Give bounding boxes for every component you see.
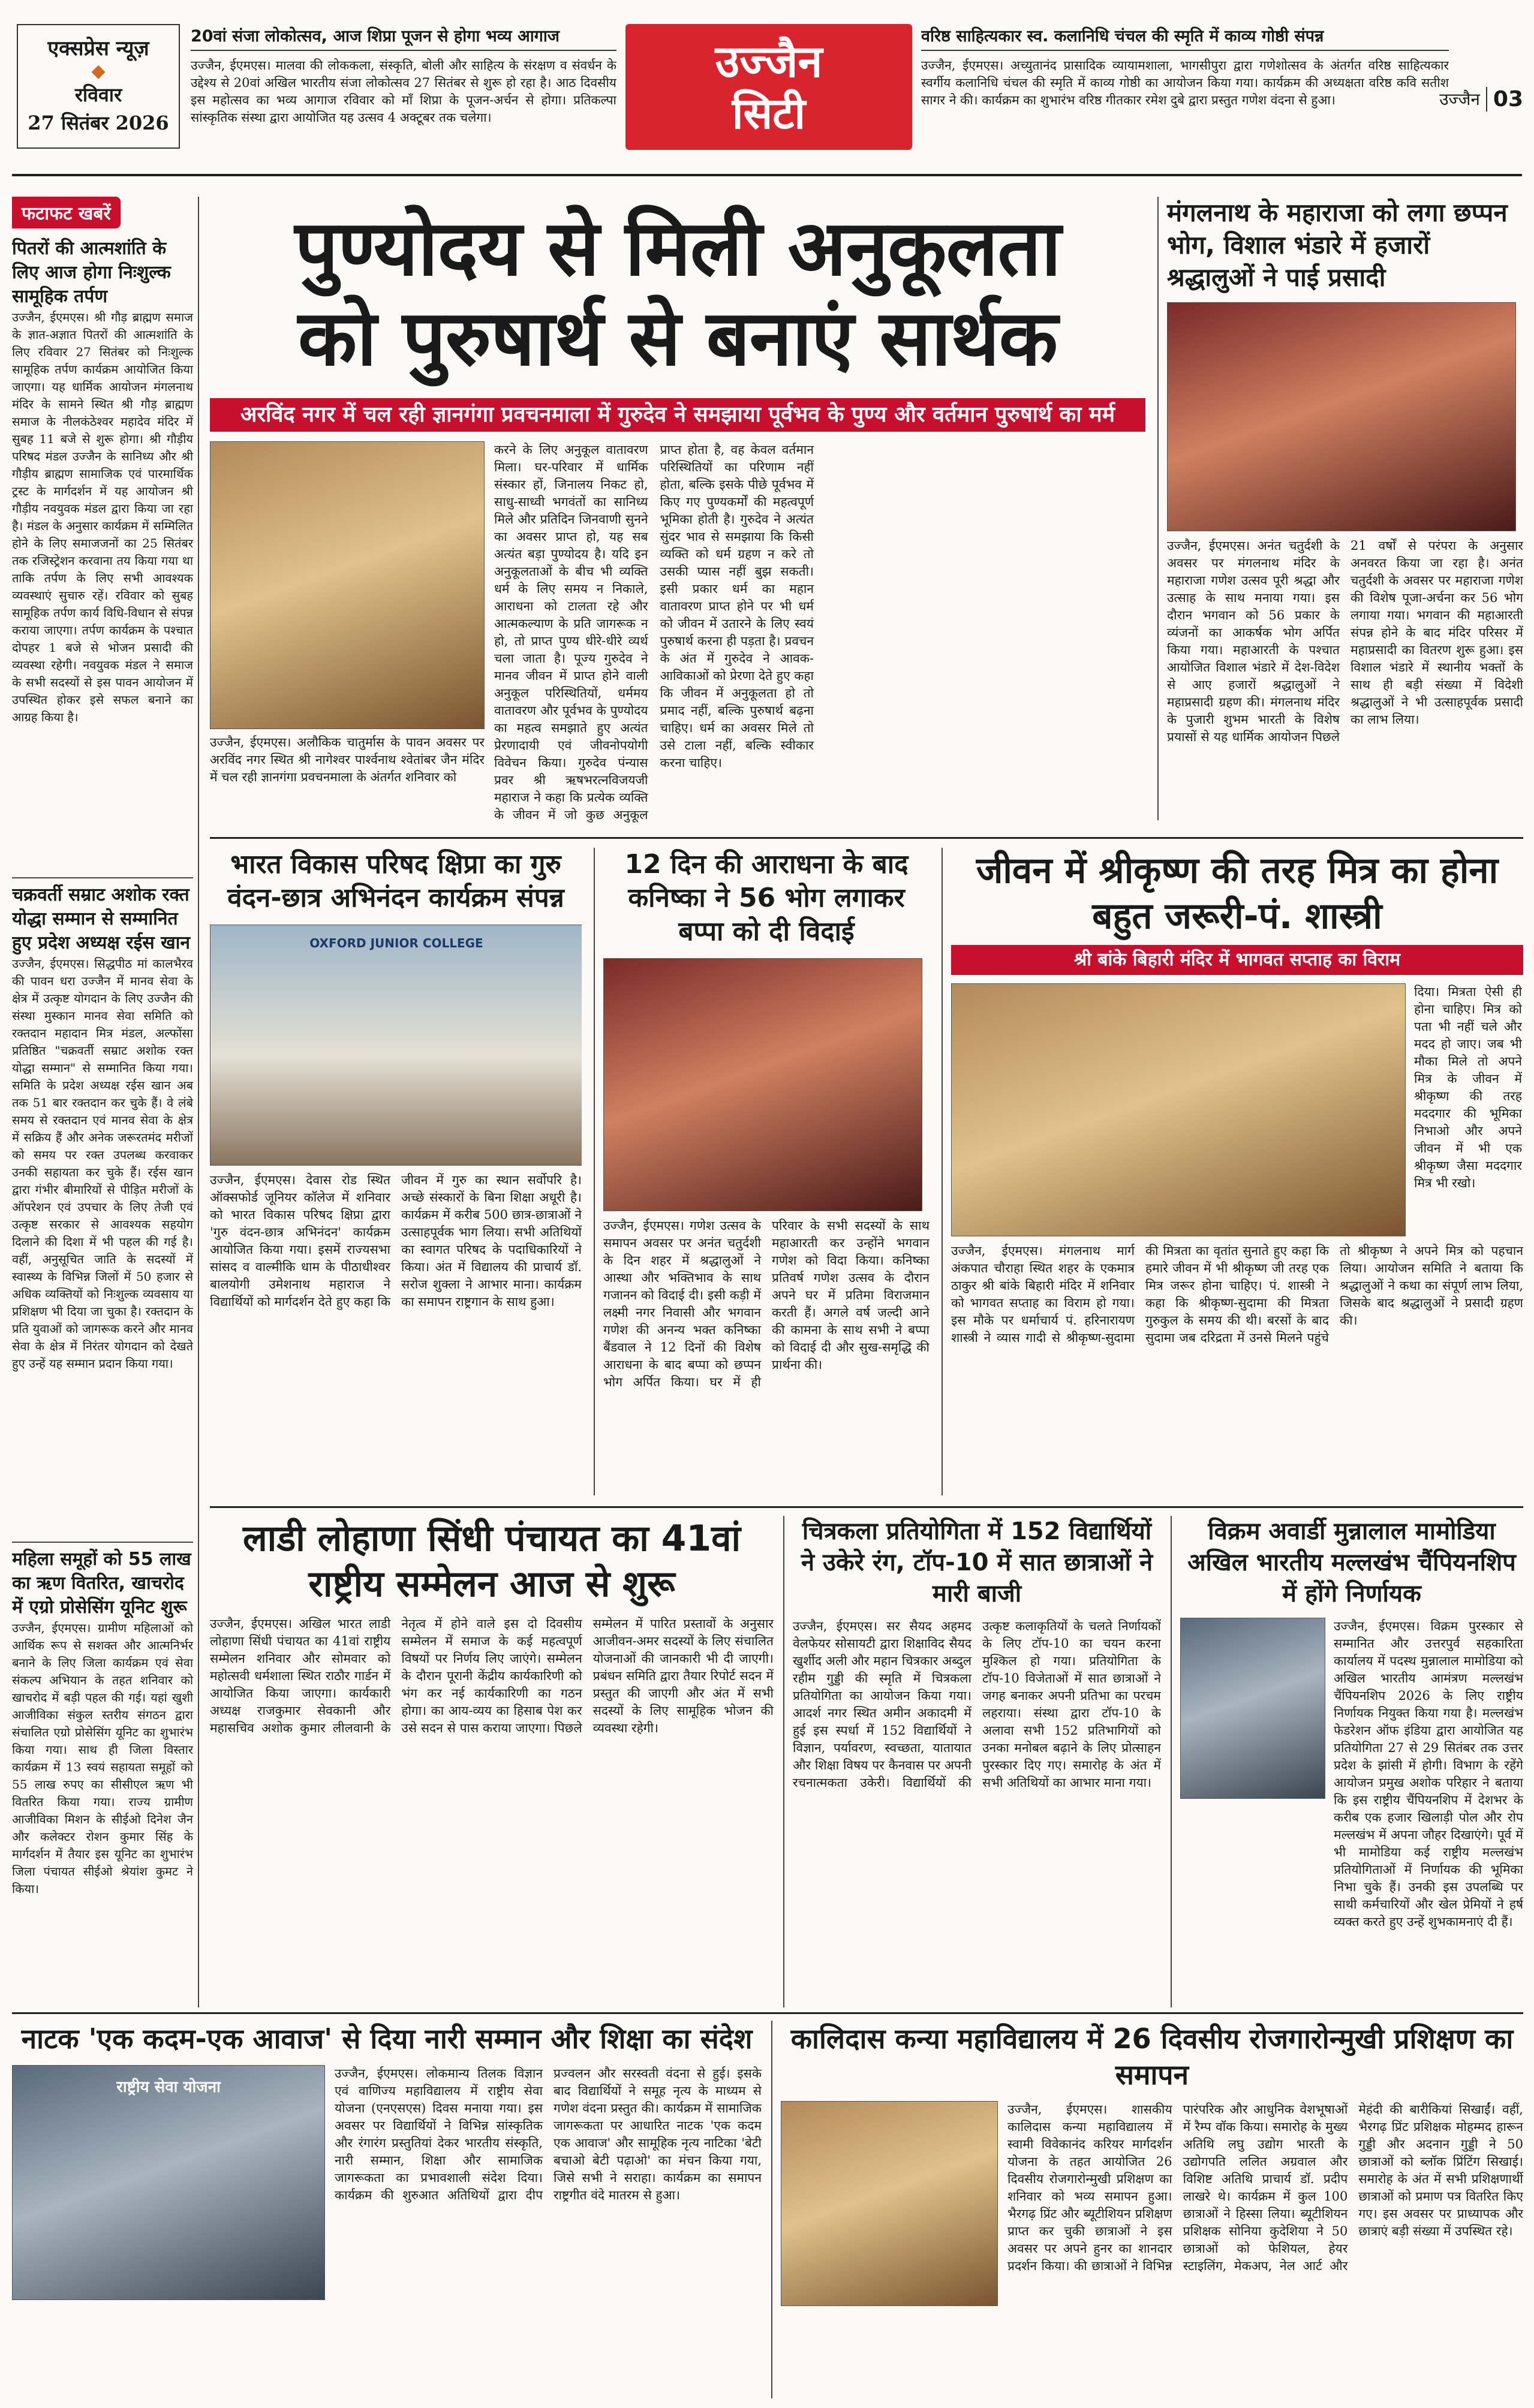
section-divider [210,1506,1523,1508]
lead-caption: उज्जैन, ईएमएस। अलौकिक चातुर्मास के पावन अवसर पर अरविंद नगर स्थित श्री नागेश्वर पार्श्वनाथ श्वेतांबर जैन मंदिर में चल रही ज्ञानगंगा प्रवचनमाला के अंतर्गत शनिवार को [210,735,485,784]
sidebar-item-text: उज्जैन, ईएमएस। सिद्धपीठ मां कालभैरव की पावन धरा उज्जैन में मानव सेवा के क्षेत्र में उत्कृष्ट योगदान के लिए उज्जैन की संस्था मुस्कान मानव सेवा समिति को रक्तदान महादान मित्र मंडल, अल्फोंसा प्रतिष्ठित "चक्रवर्ती सम्राट अशोक रक्त योद्धा सम्मान" से सम्मानित किया गया। समिति के प्रदेश अध्यक्ष रईस खान अब तक 51 बार रक्तदान कर चुके हैं। वे लंबे समय से रक्तदान एवं मानव सेवा के क्षेत्र में सक्रिय हैं और अनेक जरूरतमंद मरीजों को समय पर रक्त उपलब्ध करवाकर उनकी सहायता कर चुके हैं। रईस खान द्वारा गंभीर बीमारियों से पीड़ित मरीजों के ऑपरेशन एवं उपचार के लिए तेजी एवं उत्कृष्ट सरकार से आवश्यक सहयोग दिलाने की दिशा में भी पहल की गई है। वहीं, अनुसूचित जाति के सदस्यों में स्वास्थ्य के विभिन्न जिलों में 50 हजार से अधिक व्यक्तियों को निःशुल्क व्यवसाय या प्रशिक्षण भी दिया जा चुका है। रक्तदान के प्रति युवाओं को जागरूक करने और मानव सेवा के क्षेत्र में निरंतर योगदान को देखते हुए उन्हें यह सम्मान प्रदान किया गया। [12,956,193,1371]
story-headline: चित्रकला प्रतियोगिता में 152 विद्यार्थियों ने उकेरे रंग, टॉप-10 में सात छात्राओं ने मारी बाजी [801,1518,1153,1608]
sidebar-item-title: पितरों की आत्मशांति के लिए आज होगा निःशुल्क सामूहिक तर्पण [12,238,171,307]
logo-line-1: उज्जैन [715,36,823,88]
lead-photo [210,441,485,729]
story-kalidas [771,2021,1523,2398]
story-bharat-vikas [210,848,582,1495]
issue-day: रविवार [74,83,122,106]
header-story-left [191,24,616,150]
sidebar-item [12,237,193,872]
story-photo [210,925,582,1166]
story-headline: विक्रम अवार्डी मुन्नालाल मामोडिया अखिल भारतीय मल्लखंभ चैंपियनशिप में होंगे निर्णायक [1187,1518,1516,1608]
masthead-box [17,24,180,149]
ornament-icon: ◆ [91,61,106,82]
photo-sign-text: OXFORD JUNIOR COLLEGE [309,936,483,950]
sidebar-label: फटाफट खबरें [12,197,121,228]
story-headline: मंगलनाथ के महाराजा को लगा छप्पन भोग, विशाल भंडारे में हजारों श्रद्धालुओं ने पाई प्रसादी [1167,198,1508,292]
sidebar-item-title: चक्रवर्ती सम्राट अशोक रक्त योद्धा सम्मान से सम्मानित हुए प्रदेश अध्यक्ष रईस खान [12,884,191,953]
story-text: उज्जैन, ईएमएस। लोकमान्य तिलक विज्ञान एवं वाणिज्य महाविद्यालय में राष्ट्रीय सेवा योजना (एनएसएस) दिवस मनाया गया। इस अवसर पर विद्यार्थियों ने विभिन्न सांस्कृतिक और रंगारंग प्रस्तुतियां देकर भारतीय संस्कृति, नारी सम्मान, शिक्षा और सामाजिक जागरूकता का प्रभावशाली संदेश दिया। कार्यक्रम की शुरुआत अतिथियों द्वारा दीप प्रज्वलन और सरस्वती वंदना से हुई। इसके बाद विद्यार्थियों ने समूह नृत्य के माध्यम से गणेश वंदना प्रस्तुत की। कार्यक्रम में सामाजिक जागरूकता पर आधारित नाटक 'एक कदम एक आवाज' और सामूहिक नृत्य नाटिका 'बेटी बचाओ बेटी पढ़ाओ' का मंचन किया गया, जिसे सभी ने सराहा। कार्यक्रम का समापन राष्ट्रगीत वंदे मातरम से हुआ। [335,2066,762,2202]
story-photo [1167,302,1516,531]
story-headline: जीवन में श्रीकृष्ण की तरह मित्र का होना बहुत जरूरी-पं. शास्त्री [976,850,1499,937]
section-divider [210,837,1523,839]
lead-headline [210,204,1145,396]
sidebar-divider [12,877,193,878]
sidebar-item-text: उज्जैन, ईएमएस। ग्रामीण महिलाओं को आर्थिक रूप से सशक्त और आत्मनिर्भर बनाने के लिए जिला कार्यक्रम एवं सेवा संकल्प अभियान के तहत शनिवार को खाचरोद में बड़ी पहल की गई। यहां खुशी आजीविका संकुल स्तरीय संगठन द्वारा संचालित एग्रो प्रोसेसिंग यूनिट का शुभारंभ किया गया। साथ ही जिला विस्तार कार्यक्रम में 13 स्वयं सहायता समूहों को 55 लाख रुपए का सीसीएल ऋण भी वितरित किया गया। राज्य ग्रामीण आजीविका मिशन के सीईओ दिनेश जैन और कलेक्टर रोशन कुमार सिंह के मार्गदर्शन में तैयार इस यूनिट का शुभारंभ जिला पंचायत सीईओ श्रेयांश कुमट ने किया। [12,1621,193,1896]
story-side-text: दिया। मित्रता ऐसी ही होना चाहिए। मित्र को पता भी नहीं चले और मदद हो जाए। जब भी मौका मिले तो अपने मित्र के जीवन में श्रीकृष्ण की तरह मददगार की भूमिका निभाओ और अपने जीवन में भी एक श्रीकृष्ण जैसा मददगार मित्र भी रखो। [1414,985,1522,1190]
story-headline: भारत विकास परिषद क्षिप्रा का गुरु वंदन-छात्र अभिनंदन कार्यक्रम संपन्न [227,849,564,913]
story-headline: नाटक 'एक कदम-एक आवाज' से दिया नारी सम्मान और शिक्षा का संदेश [21,2022,753,2055]
sidebar-divider [12,1542,193,1543]
story-photo [951,983,1406,1236]
story-strap: श्री बांके बिहारी मंदिर में भागवत सप्ताह का विराम [951,945,1523,975]
page-number: 03 [1486,87,1523,112]
header-story-title: वरिष्ठ साहित्यकार स्व. कलानिधि चंचल की स्मृति में काव्य गोष्ठी संपन्न [921,24,1449,51]
section-divider [12,2012,1523,2014]
story-photo [603,958,922,1211]
story-media-row [781,2101,1523,2398]
issue-date: 27 सितंबर 2026 [28,112,169,134]
story-text: उज्जैन, ईएमएस। अखिल भारत लाडी लोहाणा सिंधी पंचायत का 41वां राष्ट्रीय सम्मेलन शनिवार और सोमवार को महोत्सवी धर्मशाला स्थित राठौर गार्डन में आयोजित किया जाएगा। कार्यकारी अध्यक्ष राजकुमार सेवकानी और महासचिव अशोक कुमार लीलवानी के नेतृत्व में होने वाले इस दो दिवसीय सम्मेलन में समाज के कई महत्वपूर्ण विषयों पर निर्णय लिए जाएंगे। सम्मेलन के दौरान पूरानी केंद्रीय कार्यकारिणी को भंग कर नई कार्यकारिणी का गठन होगा। का आय-व्यय का हिसाब पेश कर उसे सदन से पास कराया जाएगा। पिछले सम्मेलन में पारित प्रस्तावों के अनुसार आजीवन-अमर सदस्यों के लिए संचालित योजनाओं की जानकारी भी दी जाएगी। प्रबंधन समिति द्वारा तैयार रिपोर्ट सदन में प्रस्तुत की जाएगी और अंत में सभी सदस्यों के लिए सामूहिक भोजन की व्यवस्था रहेगी। [210,1617,774,1735]
header-story-title: 20वां संजा लोकोत्सव, आज शिप्रा पूजन से होगा भव्य आगाज [191,24,616,51]
story-photo [781,2101,998,2306]
story-chitrakala [783,1516,1161,2007]
story-kanishka [594,848,930,1495]
header-story-text: उज्जैन, ईएमएस। अच्युतानंद प्रासादिक व्यायामशाला, भागसीपुरा द्वारा गणेशोत्सव के अंतर्गत वरिष्ठ साहित्यकार स्वर्गीय कलानिधि चंचल की स्मृति में काव्य गोष्ठी का आयोजन किया गया। कार्यक्रम की अध्यक्षता वरिष्ठ कवि सतीश सागर ने की। कार्यक्रम का शुभारंभ वरिष्ठ गीतकार रमेश दुबे द्वारा प्रस्तुत गणेश वंदना से हुआ। [921,58,1449,107]
story-mangalnath [1157,197,1523,820]
quick-news-sidebar [12,197,199,2007]
photo-banner-text: राष्ट्रीय सेवा योजना [116,2078,221,2096]
story-media-row [12,2065,762,2383]
story-text: उज्जैन, ईएमएस। गणेश उत्सव के समापन अवसर पर अनंत चतुर्दशी के दिन शहर में श्रद्धालुओं ने आस्था और भक्तिभाव के साथ गजानन को विदाई दी। इसी कड़ी में लक्ष्मी नगर निवासी और भगवान गणेश की अनन्य भक्त कनिष्का बैंडवाल ने 12 दिनों की विशेष आराधना के बाद बप्पा को छप्पन भोग अर्पित किया। घर में ही परिवार के सभी सदस्यों के साथ महाआरती कर उन्होंने भगवान गणेश को विदा किया। कनिष्का प्रतिवर्ष गणेश उत्सव के दौरान अपने घर में प्रतिमा विराजमान करती हैं। अगले वर्ष जल्दी आने की कामना के साथ सभी ने बप्पा को विदाई दी और सुख-समृद्धि की प्रार्थना की। [603,1218,930,1389]
sidebar-item-title: महिला समूहों को 55 लाख का ऋण वितरित, खाचरोद में एग्रो प्रोसेसिंग यूनिट शुरू [12,1549,191,1618]
story-text: उज्जैन, ईएमएस। देवास रोड स्थित ऑक्सफोर्ड जूनियर कॉलेज में शनिवार को भारत विकास परिषद क्षिप्रा द्वारा 'गुरु वंदन-छात्र अभिनंदन' कार्यक्रम आयोजित किया गया। इसमें राज्यसभा सांसद व वाल्मीकि धाम के पीठाधीश्वर बालयोगी उमेशनाथ महाराज ने विद्यार्थियों को मार्गदर्शन देते हुए कहा कि जीवन में गुरु का स्थान सर्वोपरि है। अच्छे संस्कारों के बिना शिक्षा अधूरी है। कार्यक्रम में करीब 500 छात्र-छात्राओं ने उत्साहपूर्वक भाग लिया। सभी अतिथियों का स्वागत परिषद के पदाधिकारियों ने किया। अंत में विद्यालय की प्राचार्य डॉ. सरोज शुक्ला ने आभार माना। कार्यक्रम का समापन राष्ट्रगान के साथ हुआ। [210,1173,582,1309]
story-text: उज्जैन, ईएमएस। अनंत चतुर्दशी के अवसर पर मंगलनाथ मंदिर के महाराजा गणेश उत्सव पूरी श्रद्धा और उत्साह के साथ मनाया गया। इस दौरान भगवान को 56 प्रकार के व्यंजनों का आकर्षक भोग अर्पित किया गया। महाआरती के पश्चात आयोजित विशाल भंडारे में देश-विदेश से आए हजारों श्रद्धालुओं ने महाप्रसादी ग्रहण की। मंगलनाथ मंदिर के पुजारी शुभम भारती के विशेष प्रयासों से यह धार्मिक आयोजन पिछले 21 वर्षों से परंपरा के अनुसार अनवरत किया जा रहा है। अनंत चतुर्दशी के अवसर पर महाराजा गणेश की विशेष पूजा-अर्चना कर 56 भोग लगाया गया। भगवान की महाआरती संपन्न होने के बाद मंदिर परिसर में महाप्रसादी का वितरण शुरू हुआ। इस विशाल भंडारे में स्थानीय भक्तों के साथ ही बड़ी संख्या में विदेशी श्रद्धालुओं ने भी उत्साहपूर्वक प्रसादी का लाभ लिया। [1167,538,1523,744]
lead-body: करने के लिए अनुकूल वातावरण मिला। घर-परिवार में धार्मिक संस्कार हों, जिनालय निकट हो, साधु-साध्वी भगवंतों का सानिध्य मिले और प्रतिदिन जिनवाणी सुनने का अवसर प्राप्त हो, यह सब अत्यंत बड़ा पुण्योदय है। यदि इन अनुकूलताओं के बीच भी व्यक्ति धर्म के लिए समय न निकाले, आराधना को टालता रहे और आत्मकल्याण के प्रति जागरूक न हो, तो प्राप्त पुण्य धीरे-धीरे व्यर्थ चला जाता है। पूज्य गुरुदेव ने मानव जीवन में प्राप्त होने वाली अनुकूल परिस्थितियों, धर्ममय वातावरण और पूर्वभव के पुण्योदय का महत्व समझाते हुए अत्यंत प्रेरणादायी एवं जीवनोपयोगी विवेचन किया। गुरुदेव पंन्यास प्रवर श्री ऋषभरत्नविजयजी महाराज ने कहा कि प्रत्येक व्यक्ति के जीवन में जो कुछ अनुकूल प्राप्त होता है, वह केवल वर्तमान परिस्थितियों का परिणाम नहीं होता, बल्कि इसके पीछे पूर्वभव में किए गए पुण्यकर्मों की महत्वपूर्ण भूमिका होती है। गुरुदेव ने अत्यंत सुंदर भाव से समझाया कि किसी व्यक्ति को धर्म ग्रहण न करे तो उसकी प्यास नहीं बुझ सकती। इसी प्रकार धर्म का महान वातावरण प्राप्त होने पर भी धर्म को जीवन में उतारने के लिए स्वयं पुरुषार्थ करना ही पड़ता है। प्रवचन के अंत में गुरुदेव ने आवक-आविकाओं को प्रेरणा देते हुए कहा कि जीवन में अनुकूलता हो तो प्रमाद नहीं, बल्कि पुरुषार्थ बढ़ना चाहिए। धर्म का अवसर मिले तो उसे टाला नहीं, बल्कि स्वीकार करना चाहिए। [494,443,814,822]
story-media-row [951,983,1523,1236]
story-headline: लाडी लोहाणा सिंधी पंचायत का 41वां राष्ट्रीय सम्मेलन आज से शुरू [242,1518,741,1605]
story-headline: 12 दिन की आराधना के बाद कनिष्का ने 56 भोग लगाकर बप्पा को दी विदाई [624,849,909,947]
lead-strap: अरविंद नगर में चल रही ज्ञानगंगा प्रवचनमाला में गुरुदेव ने समझाया पूर्वभव के पुण्य और वर्तमान पुरुषार्थ का मर्म [210,398,1145,432]
story-mallakhamb [1171,1516,1523,2007]
sidebar-item-text: उज्जैन, ईएमएस। श्री गौड़ ब्राह्मण समाज के ज्ञात-अज्ञात पितरों की आत्मशांति के लिए रविवार 27 सितंबर को निःशुल्क सामूहिक तर्पण कार्यक्रम आयोजित किया जाएगा। यह धार्मिक आयोजन मंगलनाथ मंदिर के सामने स्थित श्री गौड़ ब्राह्मण समाज के नीलकंठेश्वर महादेव मंदिर में सुबह 11 बजे से शुरू होगा। श्री गौड़ीय परिषद मंडल उज्जैन के सानिध्य और श्री गौड़ीय ब्राह्मण सामाजिक एवं पारमार्थिक ट्रस्ट के मार्गदर्शन में यह आयोजन श्री गौड़ीय नवयुवक मंडल द्वारा किया जा रहा है। मंडल के अनुसार कार्यक्रम में सम्मिलित होने के लिए समाजजनों का 25 सितंबर तक रजिस्ट्रेशन करवाना तय किया गया था ताकि तर्पण के लिए सभी आवश्यक व्यवस्थाएं सुचारु रहें। रविवार को सुबह सामूहिक तर्पण कार्य विधि-विधान से संपन्न कराया जाएगा। तर्पण कार्यक्रम के पश्चात दोपहर 1 बजे से भोजन प्रसादी की व्यवस्था रहेगी। नवयुवक मंडल ने समाज के सभी सदस्यों से इस पावन आयोजन में उपस्थित होकर इसे सफल बनाने का आग्रह किया है। [12,310,193,724]
masthead-divider [12,174,1522,176]
story-shastri [942,848,1523,1495]
story-natak [12,2021,762,2398]
page-indicator [1439,84,1523,114]
sidebar-item [12,1548,193,2003]
logo-line-2: सिटी [732,88,806,139]
story-text: उज्जैन, ईएमएस। सर सैयद अहमद वेलफेयर सोसायटी द्वारा शिक्षाविद सैयद खुर्शीद अली और महान चित्रकार अब्दुल रहीम गुड्डी की स्मृति में चित्रकला प्रतियोगिता का आयोजन किया गया। आदर्श नगर स्थित अमीन अकादमी में हुई इस स्पर्धा में 152 विद्यार्थियों ने विज्ञान, पर्यावरण, स्वच्छता, यातायात और शिक्षा विषय पर कैनवास पर अपनी रचनात्मकता उकेरी। विद्यार्थियों की उत्कृष्ट कलाकृतियों के चलते निर्णायकों के लिए टॉप-10 का चयन करना मुश्किल हो गया। प्रतियोगिता के टॉप-10 विजेताओं में सात छात्राओं ने जगह बनाकर अपनी प्रतिभा का परचम लहराया। संस्था द्वारा टॉप-10 के अलावा सभी 152 प्रतिभागियों को उनका मनोबल बढ़ाने के लिए प्रोत्साहन पुरस्कार दिए गए। समारोह के अंत में सभी अतिथियों का आभार माना गया। [793,1619,1161,1790]
header-story-right [921,24,1449,150]
header-story-text: उज्जैन, ईएमएस। मालवा की लोककला, संस्कृति, बोली और साहित्य के संरक्षण व संवर्धन के उद्देश्य से 20वां अखिल भारतीय संजा लोकोत्सव 27 सितंबर से शुरू हो रहा है। आठ दिवसीय इस महोत्सव का भव्य आगाज रविवार को माँ शिप्रा के पूजन-अर्चन से होगा। प्रतिकल्पा सांस्कृतिक संस्था द्वारा आयोजित यह उत्सव 4 अक्टूबर तक चलेगा। [191,58,616,125]
sidebar-item [12,883,193,1537]
newspaper-name: एक्सप्रेस न्यूज़ [47,37,149,61]
portrait-photo [1180,1618,1325,1799]
lead-headline-line-1: पुण्योदय से मिली अनुकूलता [294,204,1061,293]
story-text: उज्जैन, ईएमएस। शासकीय कालिदास कन्या महाविद्यालय में स्वामी विवेकानंद करियर मार्गदर्शन योजना के तहत आयोजित 26 दिवसीय रोजगारोन्मुखी प्रशिक्षण का शनिवार को भव्य समापन हुआ। भैरगढ़ प्रिंट और ब्यूटीशियन प्रशिक्षण प्राप्त कर चुकी छात्राओं ने इस अवसर पर अपने हुनर का शानदार प्रदर्शन किया। की छात्राओं ने विभिन्न पारंपरिक और आधुनिक वेशभूषाओं में रैम्प वॉक किया। समारोह के मुख्य अतिथि लघु उद्योग भारती के उद्योगपति ललित अग्रवाल और विशिष्ट अतिथि प्राचार्य डॉ. प्रदीप लाखरे थे। कार्यक्रम में कुल 100 छात्राओं ने हिस्सा लिया। ब्यूटीशियन प्रशिक्षक सोनिया कुदेशिया ने 50 छात्राओं को फेशियल, हेयर स्टाइलिंग, मेकअप, नेल आर्ट और मेहंदी की बारीकियां सिखाईं। वहीं, भैरगढ़ प्रिंट प्रशिक्षक मोहम्मद हारून गुड्डी और अदनान गुड्डी ने 50 छात्राओं को ब्लॉक प्रिंटिंग सिखाई। समारोह के अंत में सभी प्रशिक्षणार्थी छात्राओं को प्रमाण पत्र वितरित किए गए। इस अवसर पर प्राध्यापक और छात्राएं बड़ी संख्या में उपस्थित रहे। [1007,2102,1523,2273]
story-media-row [1180,1618,1523,1989]
story-headline: कालिदास कन्या महाविद्यालय में 26 दिवसीय रोजगारोन्मुखी प्रशिक्षण का समापन [790,2022,1514,2091]
page-label: उज्जैन [1439,89,1480,109]
story-photo [12,2065,325,2300]
section-logo [625,24,912,150]
lead-headline-line-2: को पुरुषार्थ से बनाएं सार्थक [297,294,1058,383]
story-text: उज्जैन, ईएमएस। मंगलनाथ मार्ग अंकपात चौराहा स्थित शहर के एकमात्र ठाकुर श्री बांके बिहारी मंदिर में शनिवार को भागवत सप्ताह का विराम हो गया। इस मौके पर धर्माचार्य पं. हरिनारायण शास्त्री ने व्यास गादी से श्रीकृष्ण-सुदामा की मित्रता का वृतांत सुनाते हुए कहा कि हमारे जीवन में भी श्रीकृष्ण जी तरह एक मित्र जरूर होना चाहिए। पं. शास्त्री ने कहा कि श्रीकृष्ण-सुदामा की मित्रता गुरुकुल के समय की थी। बरसों के बाद सुदामा जब दरिद्रता में उनसे मिलने पहुंचे तो श्रीकृष्ण ने अपने मित्र को पहचान लिया। आयोजन समिति ने बताया कि श्रद्धालुओं ने कथा का संपूर्ण लाभ लिया, जिसके बाद श्रद्धालुओं ने प्रसादी ग्रहण की। [951,1244,1523,1345]
story-text: उज्जैन, ईएमएस। विक्रम पुरस्कार से सम्मानित और उत्तरपुर्व सहकारिता कार्यालय में पदस्थ मुन्नालाल मामोडिया को अखिल भारतीय आमंत्रण मल्लखंभ चैंपियनशिप 2026 के लिए राष्ट्रीय निर्णायक नियुक्त किया गया है। मल्लखंभ फेडरेशन ऑफ इंडिया द्वारा आयोजित यह प्रतियोगिता 27 से 29 सितंबर तक उत्तर प्रदेश के झांसी में होगी। विभाग के रहेंगे आयोजन प्रमुख अशोक परिहार ने बताया कि इस राष्ट्रीय चैंपियनशिप में देशभर के करीब एक हजार खिलाड़ी पोल और रोप मल्लखंभ में अपना जौहर दिखाएंगे। पूर्व में भी मामोडिया कई राष्ट्रीय मल्लखंभ प्रतियोगिताओं में निर्णायक की भूमिका निभा चुके हैं। उनकी इस उपलब्धि पर साथी कर्मचारियों और खेल प्रेमियों ने हर्ष व्यक्त करते हुए उन्हें शुभकामनाएं दी हैं। [1334,1619,1523,1929]
story-ladi-lohana [210,1516,774,2007]
